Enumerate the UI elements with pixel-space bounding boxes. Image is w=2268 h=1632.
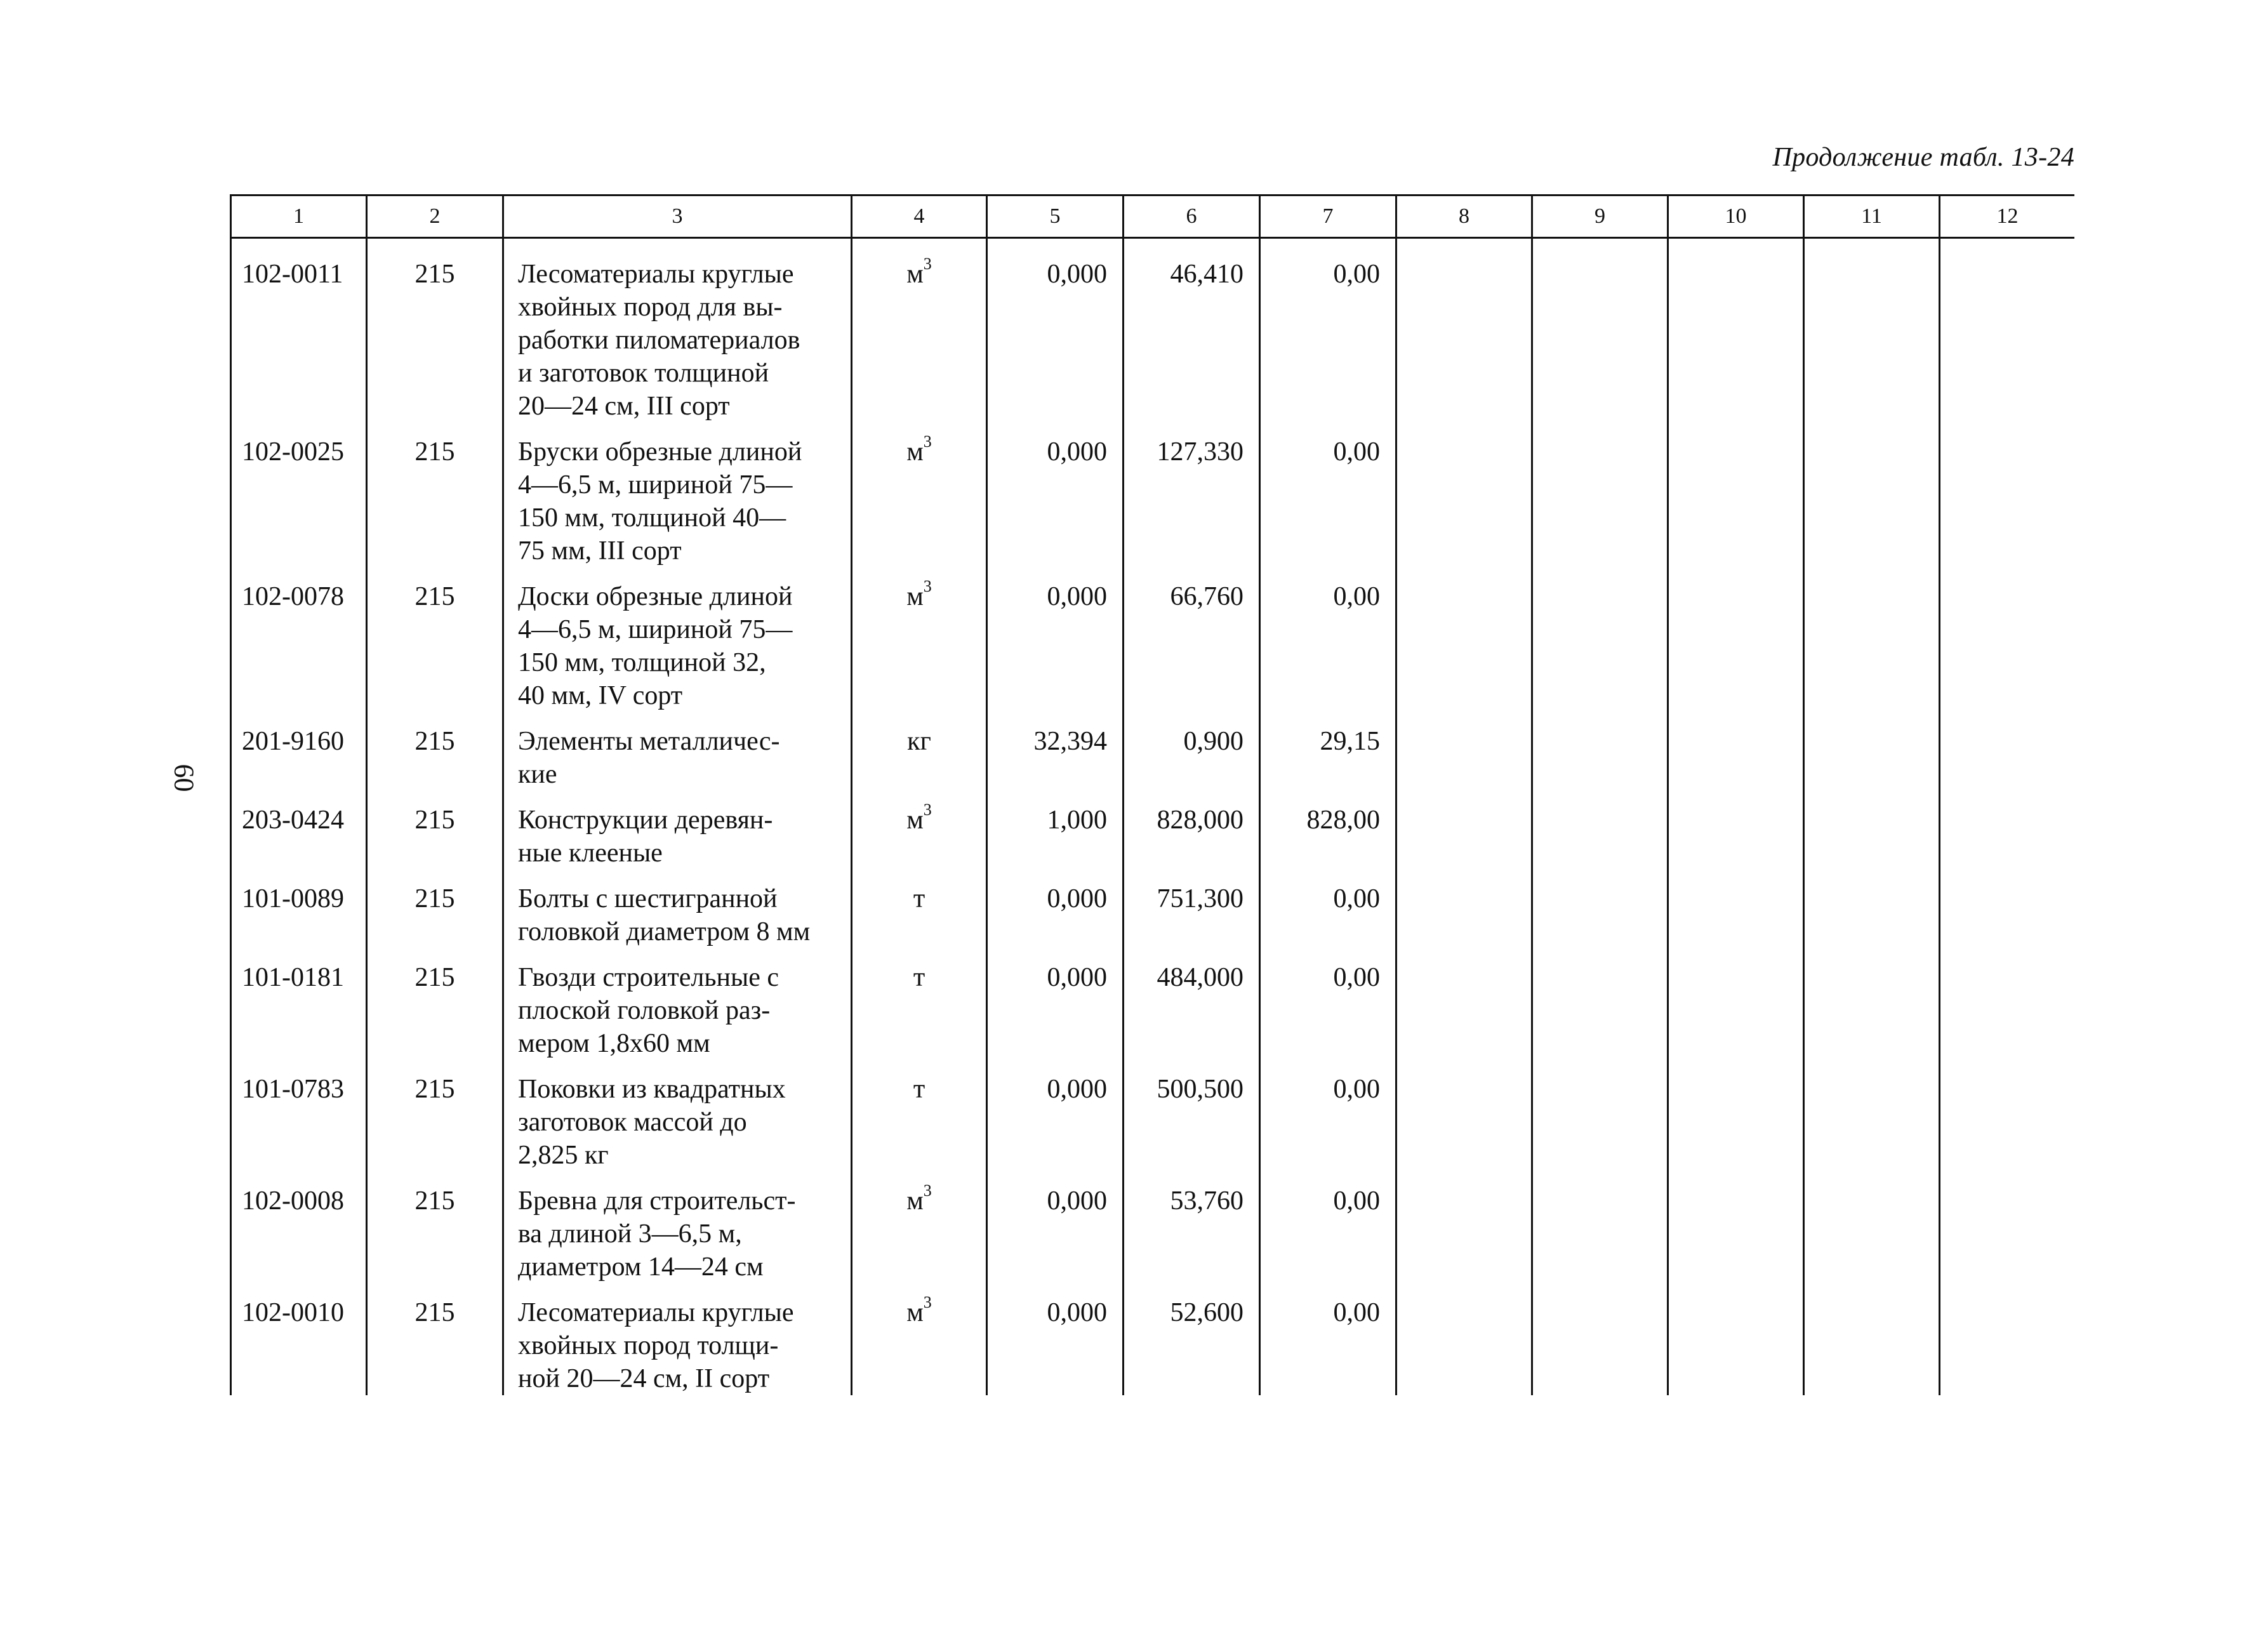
- empty-cell-col10: [1668, 423, 1804, 567]
- empty-cell-col12: [1940, 1284, 2075, 1395]
- column-number-header-row: [231, 196, 2075, 238]
- resource-name-line: 75 мм, III сорт: [518, 536, 682, 566]
- group-number-cell: 215: [367, 712, 503, 791]
- unit-base: м: [906, 1298, 924, 1327]
- resource-name-line: Поковки из квадратных: [518, 1075, 786, 1104]
- empty-cell-col10: [1668, 870, 1804, 948]
- empty-cell-col11: [1804, 870, 1940, 948]
- unit-base: м: [906, 1186, 924, 1216]
- value-cell-col5: 0,000: [987, 1060, 1124, 1172]
- table-body: [231, 238, 2075, 1396]
- empty-cell-col9: [1532, 567, 1668, 712]
- resource-name-line: хвойных пород толщи-: [518, 1331, 779, 1360]
- resource-name-cell: [503, 870, 852, 948]
- empty-cell-col12: [1940, 791, 2075, 870]
- column-header: 11: [1804, 196, 1940, 238]
- unit-cell: [852, 1060, 987, 1172]
- column-header: 3: [503, 196, 852, 238]
- unit-base: т: [913, 1075, 925, 1104]
- group-number-cell: 215: [367, 238, 503, 423]
- empty-cell-col9: [1532, 1284, 1668, 1395]
- unit-base: м: [906, 260, 924, 289]
- table-row: [231, 1172, 2075, 1284]
- resource-name-line: кие: [518, 760, 557, 789]
- resource-name-line: 150 мм, толщиной 32,: [518, 648, 766, 677]
- unit-cell: [852, 948, 987, 1060]
- resource-code-cell: 101-0089: [231, 870, 367, 948]
- unit-cell: [852, 423, 987, 567]
- resource-name-cell: [503, 238, 852, 423]
- resource-name-line: хвойных пород для вы-: [518, 293, 783, 322]
- resource-name-line: Конструкции деревян-: [518, 806, 773, 835]
- resource-name-line: 4—6,5 м, шириной 75—: [518, 470, 793, 500]
- group-number-cell: 215: [367, 1060, 503, 1172]
- empty-cell-col8: [1396, 1060, 1532, 1172]
- resource-code-cell: 201-9160: [231, 712, 367, 791]
- value-cell-col5: 0,000: [987, 1284, 1124, 1395]
- unit-cell: [852, 238, 987, 423]
- unit-base: т: [913, 884, 925, 913]
- value-cell-col7: 0,00: [1260, 238, 1396, 423]
- table-continuation-caption: Продолжение табл. 13-24: [1772, 143, 2074, 172]
- empty-cell-col10: [1668, 238, 1804, 423]
- resource-name-cell: [503, 1172, 852, 1284]
- empty-cell-col11: [1804, 1060, 1940, 1172]
- resource-name-line: Доски обрезные длиной: [518, 582, 793, 611]
- empty-cell-col8: [1396, 712, 1532, 791]
- unit-cell: [852, 1284, 987, 1395]
- resource-name-line: диаметром 14—24 см: [518, 1252, 764, 1282]
- empty-cell-col12: [1940, 1172, 2075, 1284]
- value-cell-col5: 0,000: [987, 423, 1124, 567]
- unit-base: т: [913, 963, 925, 992]
- empty-cell-col8: [1396, 567, 1532, 712]
- empty-cell-col12: [1940, 238, 2075, 423]
- group-number-cell: 215: [367, 1172, 503, 1284]
- value-cell-col5: 0,000: [987, 1172, 1124, 1284]
- resource-name-line: Лесоматериалы круглые: [518, 1298, 794, 1327]
- column-header: 7: [1260, 196, 1396, 238]
- value-cell-col7: 0,00: [1260, 870, 1396, 948]
- page-number: 60: [168, 764, 200, 792]
- column-header: 8: [1396, 196, 1532, 238]
- resource-name-cell: [503, 791, 852, 870]
- empty-cell-col9: [1532, 712, 1668, 791]
- resource-name-line: плоской головкой раз-: [518, 996, 771, 1025]
- unit-cell: [852, 1172, 987, 1284]
- empty-cell-col9: [1532, 1060, 1668, 1172]
- empty-cell-col8: [1396, 1172, 1532, 1284]
- table-row: [231, 870, 2075, 948]
- column-header: 1: [231, 196, 367, 238]
- resource-name-line: 150 мм, толщиной 40—: [518, 503, 786, 533]
- table-row: [231, 791, 2075, 870]
- resource-code-cell: 102-0008: [231, 1172, 367, 1284]
- resource-name-line: 40 мм, IV сорт: [518, 681, 683, 710]
- empty-cell-col10: [1668, 567, 1804, 712]
- resource-code-cell: 102-0010: [231, 1284, 367, 1395]
- value-cell-col7: 828,00: [1260, 791, 1396, 870]
- resource-code-cell: 102-0025: [231, 423, 367, 567]
- value-cell-col5: 0,000: [987, 948, 1124, 1060]
- empty-cell-col9: [1532, 238, 1668, 423]
- empty-cell-col11: [1804, 423, 1940, 567]
- unit-base: м: [906, 582, 924, 611]
- group-number-cell: 215: [367, 791, 503, 870]
- value-cell-col5: 0,000: [987, 238, 1124, 423]
- empty-cell-col10: [1668, 1284, 1804, 1395]
- empty-cell-col11: [1804, 567, 1940, 712]
- resource-name-cell: [503, 1284, 852, 1395]
- resource-code-cell: 101-0181: [231, 948, 367, 1060]
- empty-cell-col12: [1940, 1060, 2075, 1172]
- resource-name-cell: [503, 712, 852, 791]
- resource-name-line: головкой диаметром 8 мм: [518, 917, 811, 946]
- resource-name-line: 20—24 см, III сорт: [518, 392, 730, 421]
- unit-exponent: 3: [923, 577, 932, 595]
- resource-name-line: заготовок массой до: [518, 1108, 747, 1137]
- empty-cell-col9: [1532, 1172, 1668, 1284]
- value-cell-col7: 29,15: [1260, 712, 1396, 791]
- unit-base: м: [906, 806, 924, 835]
- group-number-cell: 215: [367, 567, 503, 712]
- resource-table-container: [230, 194, 2074, 1403]
- empty-cell-col12: [1940, 423, 2075, 567]
- empty-cell-col11: [1804, 712, 1940, 791]
- column-header: 9: [1532, 196, 1668, 238]
- table-row: [231, 712, 2075, 791]
- empty-cell-col12: [1940, 567, 2075, 712]
- value-cell-col5: 1,000: [987, 791, 1124, 870]
- empty-cell-col12: [1940, 948, 2075, 1060]
- empty-cell-col9: [1532, 948, 1668, 1060]
- resource-code-cell: 101-0783: [231, 1060, 367, 1172]
- value-cell-col7: 0,00: [1260, 423, 1396, 567]
- empty-cell-col10: [1668, 791, 1804, 870]
- unit-cell: [852, 870, 987, 948]
- resource-name-line: Гвозди строительные с: [518, 963, 779, 992]
- resource-name-line: и заготовок толщиной: [518, 359, 769, 388]
- resource-name-cell: [503, 1060, 852, 1172]
- empty-cell-col8: [1396, 870, 1532, 948]
- unit-exponent: 3: [923, 255, 932, 273]
- value-cell-col7: 0,00: [1260, 567, 1396, 712]
- unit-cell: [852, 567, 987, 712]
- column-header: 10: [1668, 196, 1804, 238]
- group-number-cell: 215: [367, 948, 503, 1060]
- empty-cell-col11: [1804, 1172, 1940, 1284]
- empty-cell-col12: [1940, 870, 2075, 948]
- empty-cell-col10: [1668, 948, 1804, 1060]
- value-cell-col6: 751,300: [1124, 870, 1260, 948]
- value-cell-col7: 0,00: [1260, 1284, 1396, 1395]
- resource-name-line: 2,825 кг: [518, 1141, 609, 1170]
- empty-cell-col9: [1532, 423, 1668, 567]
- group-number-cell: 215: [367, 1284, 503, 1395]
- group-number-cell: 215: [367, 423, 503, 567]
- empty-cell-col10: [1668, 712, 1804, 791]
- unit-exponent: 3: [923, 1181, 932, 1200]
- column-header: 2: [367, 196, 503, 238]
- value-cell-col5: 0,000: [987, 567, 1124, 712]
- value-cell-col7: 0,00: [1260, 948, 1396, 1060]
- value-cell-col6: 46,410: [1124, 238, 1260, 423]
- column-header: 12: [1940, 196, 2075, 238]
- resource-name-line: 4—6,5 м, шириной 75—: [518, 615, 793, 644]
- resource-name-cell: [503, 567, 852, 712]
- empty-cell-col8: [1396, 238, 1532, 423]
- table-row: [231, 948, 2075, 1060]
- resource-name-line: ные клееные: [518, 839, 663, 868]
- unit-base: м: [906, 437, 924, 467]
- empty-cell-col9: [1532, 870, 1668, 948]
- table-row: [231, 423, 2075, 567]
- unit-cell: [852, 712, 987, 791]
- value-cell-col6: 500,500: [1124, 1060, 1260, 1172]
- unit-exponent: 3: [923, 432, 932, 451]
- value-cell-col5: 32,394: [987, 712, 1124, 791]
- table-row: [231, 238, 2075, 423]
- table-row: [231, 1060, 2075, 1172]
- resource-code-cell: 203-0424: [231, 791, 367, 870]
- empty-cell-col10: [1668, 1060, 1804, 1172]
- resource-name-cell: [503, 948, 852, 1060]
- table-row: [231, 567, 2075, 712]
- resource-name-line: Болты с шестигранной: [518, 884, 778, 913]
- resource-name-line: ной 20—24 см, II сорт: [518, 1364, 770, 1393]
- value-cell-col6: 828,000: [1124, 791, 1260, 870]
- resource-name-line: работки пиломатериалов: [518, 326, 800, 355]
- empty-cell-col9: [1532, 791, 1668, 870]
- value-cell-col6: 0,900: [1124, 712, 1260, 791]
- resource-name-line: Бревна для строительст-: [518, 1186, 796, 1216]
- resource-name-line: Бруски обрезные длиной: [518, 437, 802, 467]
- table-row: [231, 1284, 2075, 1395]
- value-cell-col7: 0,00: [1260, 1172, 1396, 1284]
- unit-cell: [852, 791, 987, 870]
- resource-name-cell: [503, 423, 852, 567]
- resource-code-cell: 102-0011: [231, 238, 367, 423]
- value-cell-col6: 66,760: [1124, 567, 1260, 712]
- empty-cell-col8: [1396, 948, 1532, 1060]
- unit-base: кг: [907, 727, 931, 756]
- empty-cell-col11: [1804, 791, 1940, 870]
- group-number-cell: 215: [367, 870, 503, 948]
- empty-cell-col10: [1668, 1172, 1804, 1284]
- resource-table: [230, 194, 2074, 1395]
- resource-name-line: Элементы металличес-: [518, 727, 780, 756]
- value-cell-col6: 484,000: [1124, 948, 1260, 1060]
- empty-cell-col8: [1396, 423, 1532, 567]
- value-cell-col6: 53,760: [1124, 1172, 1260, 1284]
- value-cell-col5: 0,000: [987, 870, 1124, 948]
- value-cell-col6: 127,330: [1124, 423, 1260, 567]
- empty-cell-col11: [1804, 1284, 1940, 1395]
- resource-code-cell: 102-0078: [231, 567, 367, 712]
- unit-exponent: 3: [923, 1293, 932, 1311]
- empty-cell-col11: [1804, 238, 1940, 423]
- resource-name-line: мером 1,8х60 мм: [518, 1029, 710, 1058]
- value-cell-col6: 52,600: [1124, 1284, 1260, 1395]
- empty-cell-col12: [1940, 712, 2075, 791]
- column-header: 5: [987, 196, 1124, 238]
- column-header: 4: [852, 196, 987, 238]
- resource-name-line: ва длиной 3—6,5 м,: [518, 1219, 742, 1249]
- empty-cell-col8: [1396, 1284, 1532, 1395]
- empty-cell-col8: [1396, 791, 1532, 870]
- column-header: 6: [1124, 196, 1260, 238]
- unit-exponent: 3: [923, 800, 932, 819]
- empty-cell-col11: [1804, 948, 1940, 1060]
- value-cell-col7: 0,00: [1260, 1060, 1396, 1172]
- resource-name-line: Лесоматериалы круглые: [518, 260, 794, 289]
